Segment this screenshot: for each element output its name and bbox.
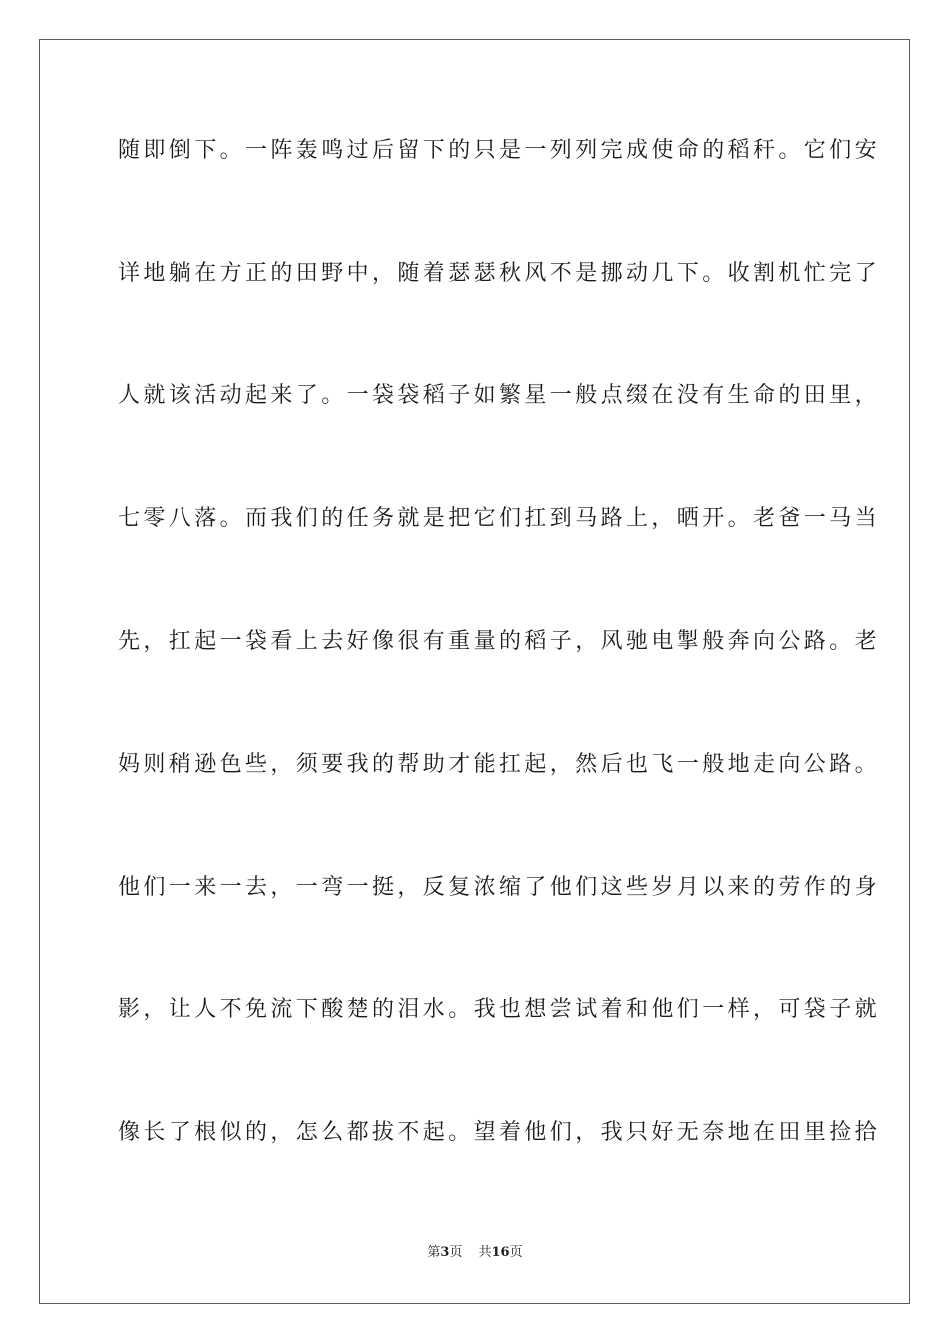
- page-border: [39, 39, 910, 1304]
- total-pages-number: 16: [491, 1245, 510, 1260]
- footer-total-suffix: 页: [509, 1245, 523, 1260]
- text-line-7: 他们一来一去，一弯一挺，反复浓缩了他们这些岁月以来的劳作的身: [118, 875, 881, 900]
- current-page-number: 3: [440, 1245, 450, 1260]
- text-line-2: 详地躺在方正的田野中，随着瑟瑟秋风不是挪动几下。收割机忙完了: [118, 261, 881, 286]
- text-line-1: 随即倒下。一阵轰鸣过后留下的只是一列列完成使命的稻秆。它们安: [118, 138, 881, 163]
- text-line-3: 人就该活动起来了。一袋袋稻子如繁星一般点缀在没有生命的田里，: [118, 383, 881, 408]
- footer-total-prefix: 共: [478, 1245, 492, 1260]
- text-line-9: 像长了根似的，怎么都拔不起。望着他们，我只好无奈地在田里捡拾: [118, 1120, 881, 1145]
- footer-prefix: 第: [427, 1245, 441, 1260]
- text-line-8: 影，让人不免流下酸楚的泪水。我也想尝试着和他们一样，可袋子就: [118, 997, 881, 1022]
- text-line-5: 先，扛起一袋看上去好像很有重量的稻子，风驰电掣般奔向公路。老: [118, 629, 881, 654]
- text-line-4: 七零八落。而我们的任务就是把它们扛到马路上，晒开。老爸一马当: [118, 506, 881, 531]
- footer-page-suffix: 页: [449, 1245, 463, 1260]
- text-line-6: 妈则稍逊色些，须要我的帮助才能扛起，然后也飞一般地走向公路。: [118, 752, 881, 777]
- page-footer: [0, 1244, 950, 1262]
